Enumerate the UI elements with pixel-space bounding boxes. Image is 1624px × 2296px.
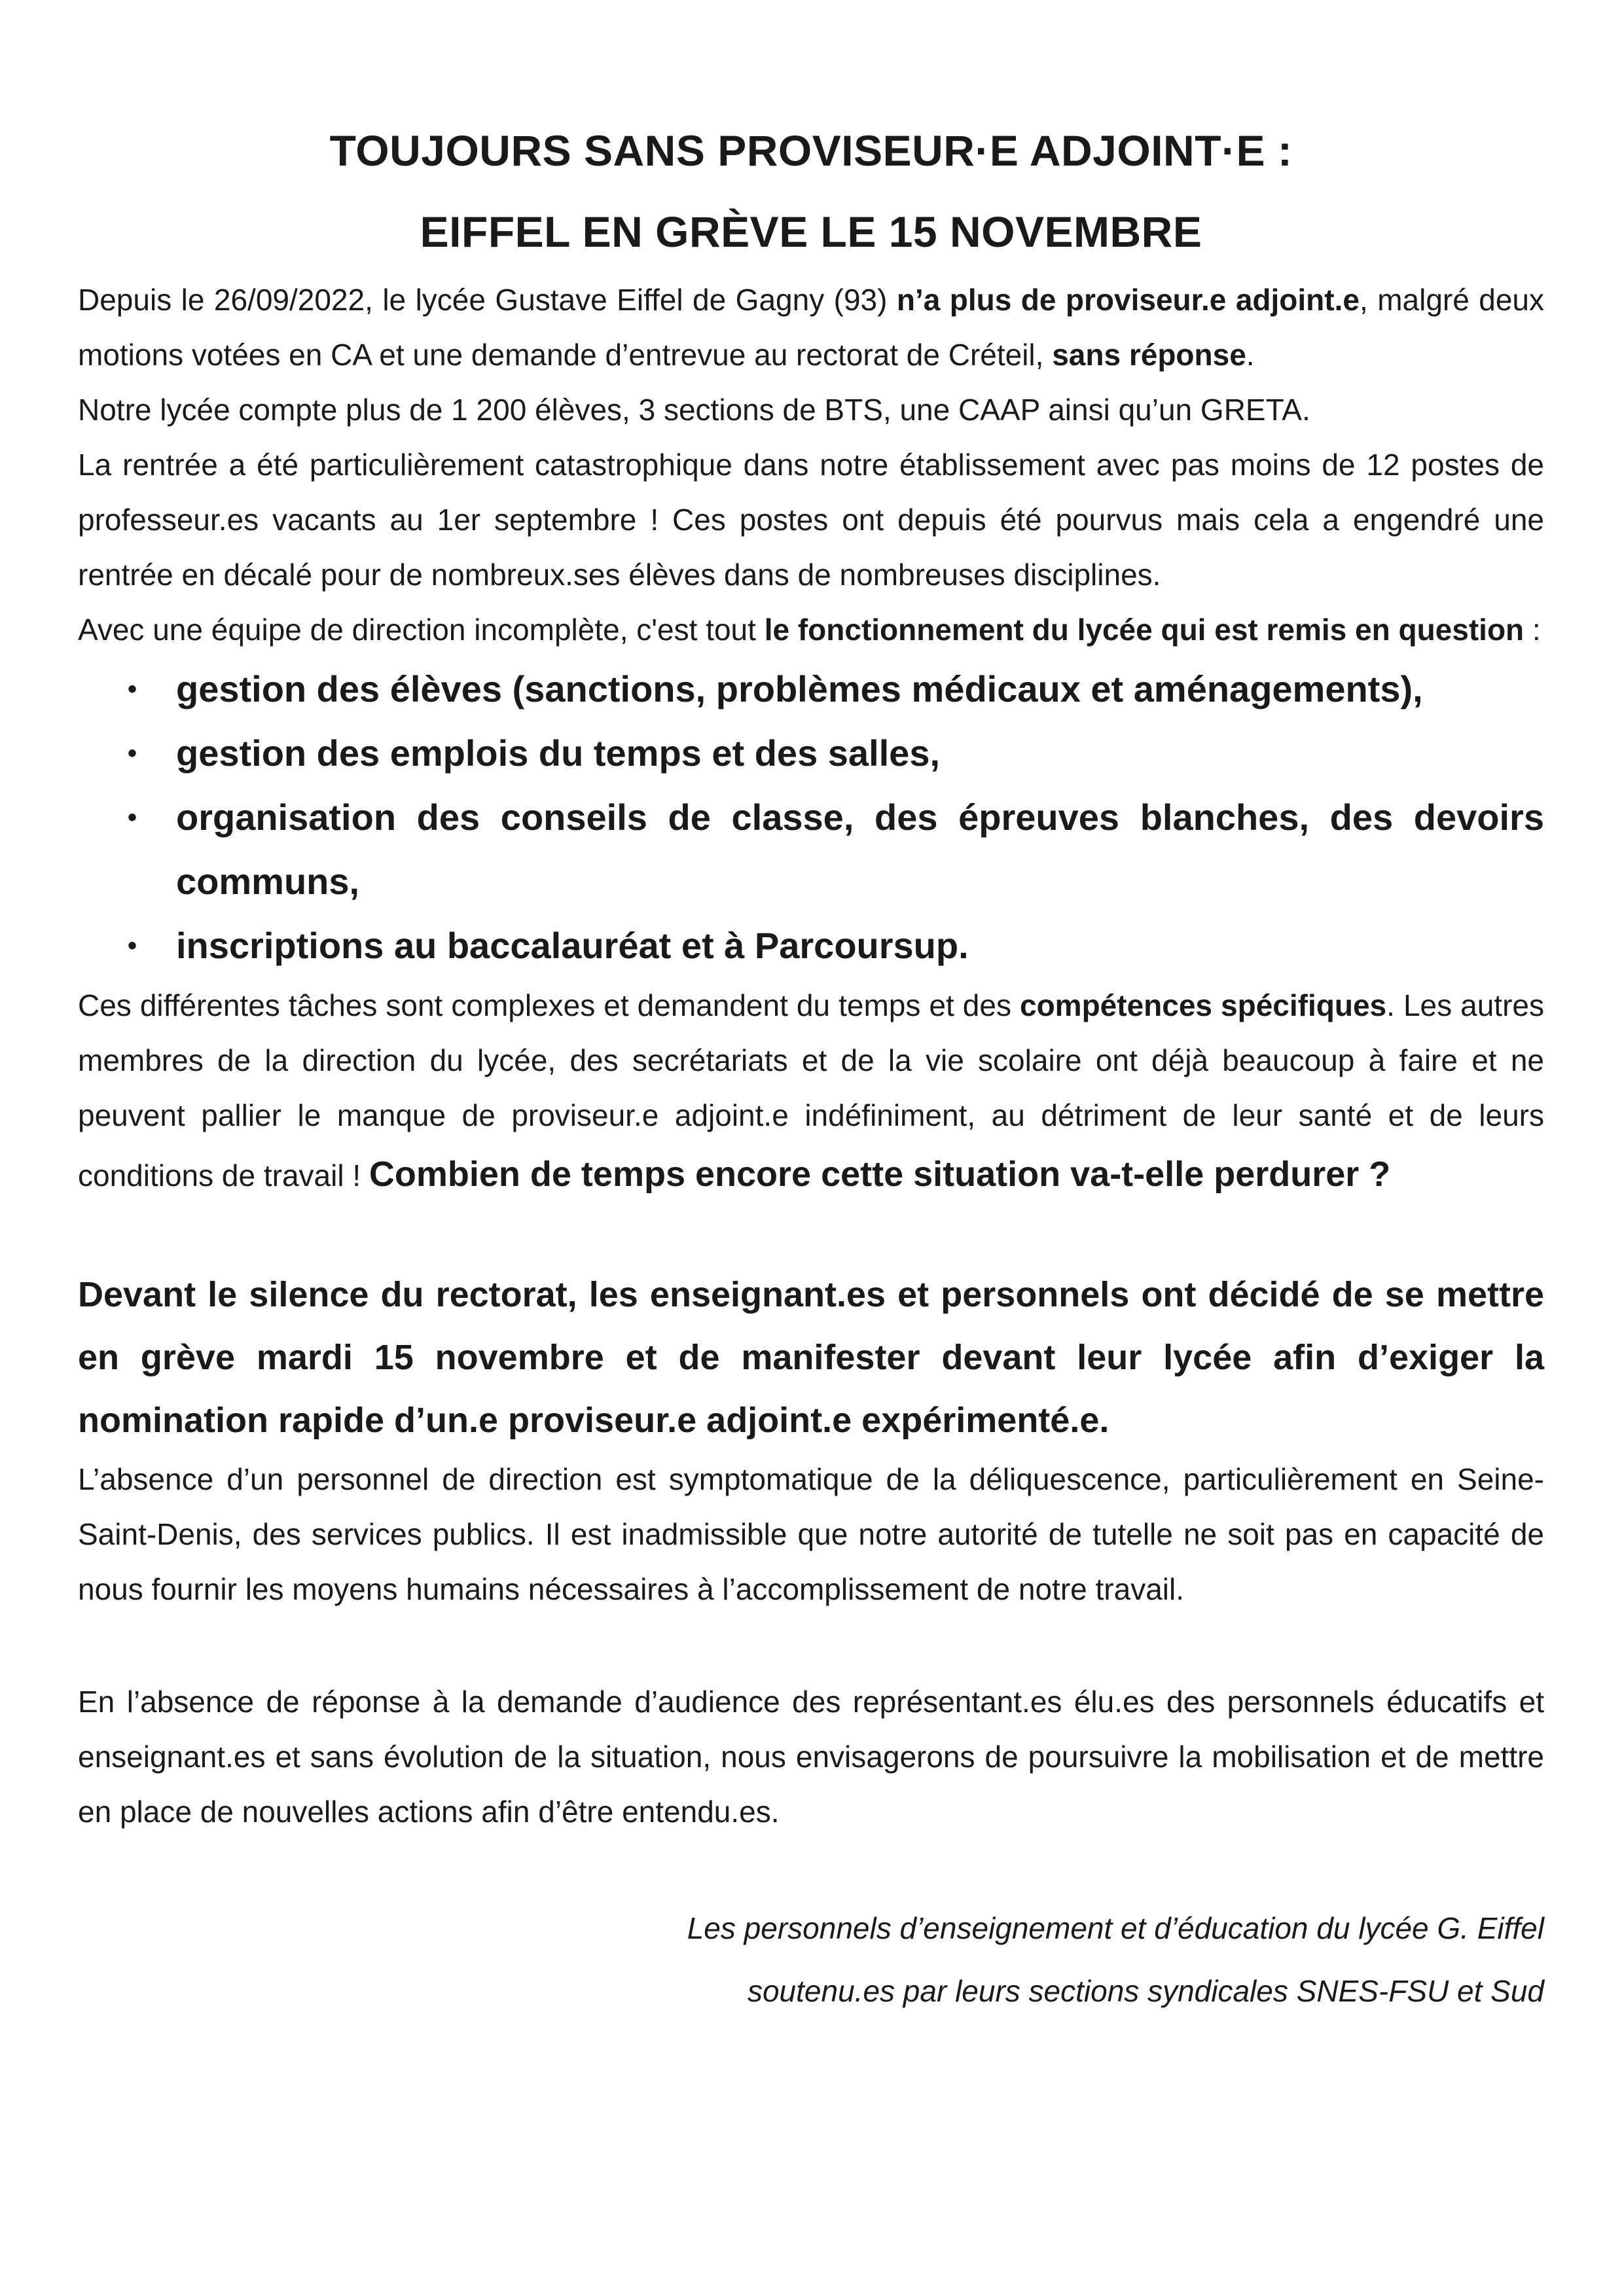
intro-emphasis: n’a plus de proviseur.e adjoint.e <box>896 283 1360 317</box>
document-page <box>78 110 1544 2022</box>
list-item: • organisation des conseils de classe, des épreuves blanches, des devoirs communs, <box>176 785 1544 914</box>
signature-line-2: soutenu.es par leurs sections syndicales SNES-FSU et Sud <box>747 1974 1544 2008</box>
tasks-paragraph <box>78 978 1544 1206</box>
strike-announcement: Devant le silence du rectorat, les enseignant.es et personnels ont décidé de se mettre en grève mardi 15 novembre et de manifester devant leur lycée afin d’exiger la nomination rapide d’un.e proviseur.e adjoint.e expérimenté.e. <box>78 1275 1544 1440</box>
closing-paragraph: En l’absence de réponse à la demande d’audience des représentant.es élu.es des personnels éducatifs et enseignant.es et sans évolution de la situation, nous envisagerons de poursuivre la mobilisation et de mettre en place de nouvelles actions afin d’être entendu.es. <box>78 1685 1544 1829</box>
tasks-text: Ces différentes tâches sont complexes et demandent du temps et des <box>78 988 1020 1022</box>
document-title <box>78 110 1544 272</box>
spacer <box>78 1206 1544 1263</box>
signature <box>78 1897 1544 2022</box>
list-item: • gestion des élèves (sanctions, problèmes médicaux et aménagements), <box>176 657 1544 721</box>
direction-colon: : <box>1524 613 1541 647</box>
direction-text: Avec une équipe de direction incomplète, c'est tout <box>78 613 765 647</box>
school-stats-paragraph: Notre lycée compte plus de 1 200 élèves, 3 sections de BTS, une CAAP ainsi qu’un GRETA. <box>78 393 1310 427</box>
title-line-2: EIFFEL EN GRÈVE LE 15 NOVEMBRE <box>420 207 1202 256</box>
intro-text-cont: , malgré deux motions votées en CA et une demande d’entrevue au rectorat de Créteil, <box>78 283 1544 372</box>
intro-paragraph <box>78 272 1544 382</box>
sans-reponse-emphasis: sans réponse <box>1052 338 1246 372</box>
question-emphasis: Combien de temps encore cette situation va-t-elle perdurer ? <box>369 1155 1391 1194</box>
spacer <box>78 1839 1544 1897</box>
direction-paragraph <box>78 602 1544 657</box>
rentree-paragraph: La rentrée a été particulièrement catastrophique dans notre établissement avec pas moins de 12 postes de professeur.es vacants au 1er septembre ! Ces postes ont depuis été pourvus mais cela a engendré une rentrée en décalé pour de nombreux.ses élèves dans de nombreuses disciplines. <box>78 448 1544 592</box>
list-item: • gestion des emplois du temps et des salles, <box>176 721 1544 785</box>
tasks-text-cont: . Les autres membres de la direction du lycée, des secrétariats et de la vie scolaire ont déjà beaucoup à faire et ne peuvent pallier le manque de proviseur.e adjoint.e indéfiniment, au détriment de leur santé et de leurs conditions de travail ! <box>78 988 1544 1193</box>
direction-emphasis: le fonctionnement du lycée qui est remis en question <box>764 613 1525 647</box>
intro-period: . <box>1246 338 1255 372</box>
absence-paragraph: L’absence d’un personnel de direction est symptomatique de la déliquescence, particulièrement en Seine-Saint-Denis, des services publics. Il est inadmissible que notre autorité de tutelle ne soit pas en capacité de nous fournir les moyens humains nécessaires à l’accomplissement de notre travail. <box>78 1462 1544 1606</box>
signature-line-1: Les personnels d’enseignement et d’éducation du lycée G. Eiffel <box>687 1911 1544 1945</box>
title-line-1: TOUJOURS SANS PROVISEUR·E ADJOINT·E : <box>329 126 1293 175</box>
spacer <box>78 1617 1544 1674</box>
intro-text: Depuis le 26/09/2022, le lycée Gustave Eiffel de Gagny (93) <box>78 283 897 317</box>
tasks-list <box>78 657 1544 978</box>
tasks-emphasis: compétences spécifiques <box>1019 988 1387 1022</box>
list-item: • inscriptions au baccalauréat et à Parcoursup. <box>176 914 1544 978</box>
